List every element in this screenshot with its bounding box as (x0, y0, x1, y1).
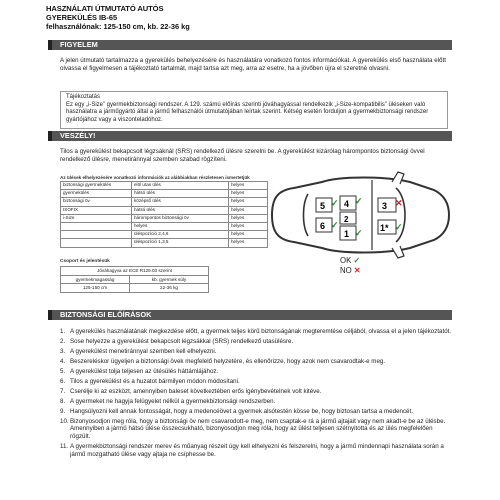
legend-no-label: NO (340, 266, 352, 275)
rule-text: A gyerekülést menetiránnyal szemben kell elhelyezni. (70, 347, 217, 355)
info-note-box (60, 91, 448, 129)
group-value-height: 125-150 cm (61, 284, 130, 293)
classification-row (61, 182, 268, 190)
rule-text: A gyermekbiztonsági rendszer merev és műanyag részeit úgy kell elhelyezni és felszerelni, hogy a jármű mindennapi használata során a jármű mozgatható ülése vagy ajtaja ne csíphesse be. (70, 443, 444, 458)
classification-cell: középső ülés (132, 198, 229, 206)
classification-row (61, 222, 268, 230)
classification-cell (61, 231, 132, 239)
rule-text: Cserélje ki az eszközt, amennyiben baleset következtében erős igénybevételnek volt kitéve. (70, 387, 322, 395)
section-bar-biztonsagi (48, 310, 452, 320)
safety-rule-item (60, 398, 452, 406)
group-header-height: gyermekmagasság (61, 275, 130, 284)
classification-row (61, 239, 268, 247)
document-subtitle: GYEREKÜLÉS IB-65 (46, 13, 118, 22)
seat-4-ok-mark: ✓ (355, 196, 363, 206)
classification-row (61, 231, 268, 239)
classification-cell: biztonsági öv (61, 198, 132, 206)
section-bar-figyelem (48, 40, 452, 50)
seat-label-1: 1 (344, 229, 350, 239)
seat-label-1-star: 1* (380, 223, 389, 233)
classification-cell: gyermekülés (61, 190, 132, 198)
seat-label-5: 5 (320, 201, 326, 211)
classification-cell: hárompontos biztonsági öv (132, 214, 229, 222)
classification-cell: biztonsági gyermekülés (61, 182, 132, 190)
classification-cell: helyes (229, 182, 268, 190)
rule-text: Sose helyezze a gyerekülést bekapcsolt légzsákkal (SRS) rendelkező utasülésre. (70, 337, 294, 345)
info-note-text: Ez egy „i-Size” gyermekbiztonsági rendszer. A 129. számú előírás szerinti jóváhagyással rendelkezik „i-Size-kompatibilis” üléseken való használatra a járműgyártó által a jármű felhasználói útmutatójában leírtak szerint. Kétség esetén forduljon a gyermekbiztonsági rendszer gyártójához vagy a viszonteladóhoz. (66, 101, 429, 123)
safety-rule-item (60, 358, 452, 366)
veszely-paragraph: Tilos a gyerekülést bekapcsolt légzsáknál (SRS) rendelkező ülésre szerelni be. A gyerekülést kizárólag hárompontos biztonsági övvel rendelkező ülésre, menetiránnyal szemben szabad rögzíteni. (60, 148, 425, 163)
safety-rule-item (60, 348, 452, 356)
rule-number: 10. (60, 417, 69, 425)
seat-6-ok-mark: ✓ (331, 220, 339, 230)
safety-rule-item (60, 368, 452, 376)
classification-cell: üléspozíció 2,4,6 (132, 231, 229, 239)
rule-text: Beszereléskor ügyeljen a biztonsági övek megfelelő helyzetére, és ellenőrizze, hogy azok nem csavarodtak-e meg. (70, 357, 386, 365)
seat-label-3: 3 (382, 201, 388, 211)
group-approval: Jóváhagyva az ECE R129.03 szerint (61, 267, 209, 276)
rule-text: Hangsúlyozni kell annak fontosságát, hogy a medencéövet a gyermek alsótestén kösse be, hogy biztosan tartsa a medencét. (70, 407, 413, 415)
safety-rule-item (60, 378, 452, 386)
classification-row (61, 206, 268, 214)
classification-cell: helyes (229, 198, 268, 206)
section-title-figyelem: FIGYELEM (60, 40, 98, 49)
rule-number: 1. (60, 328, 66, 335)
info-note-title: Tájékoztatás (66, 94, 101, 100)
cross-icon: ✕ (353, 266, 361, 275)
legend-ok (340, 256, 360, 266)
rule-number: 11. (60, 443, 69, 451)
classification-cell: helyes (229, 214, 268, 222)
classification-cell: ISOFIX (61, 206, 132, 214)
legend-ok-label: OK (340, 256, 352, 265)
seat-label-6: 6 (320, 221, 326, 231)
classification-title: Az ülések elhelyezésére vonatkozó információk az alábbiakban részletesen ismertetjük (60, 175, 250, 180)
group-header-weight: kb. gyermek súly (130, 275, 209, 284)
seat-3-no-mark: ✕ (395, 198, 403, 208)
classification-cell: helyes (229, 206, 268, 214)
classification-cell: helyes (229, 190, 268, 198)
section-bar-veszely (48, 131, 452, 141)
classification-cell (61, 239, 132, 247)
rule-number: 6. (60, 377, 66, 385)
safety-rule-item (60, 443, 452, 458)
classification-cell: üléspozíció 1,3,5 (132, 239, 229, 247)
classification-cell: helyes (229, 239, 268, 247)
group-title: Csoport és jelentésük (60, 259, 110, 264)
car-outline (272, 178, 449, 253)
rule-number: 9. (60, 407, 66, 415)
figyelem-paragraph: A jelen útmutató tartalmazza a gyerekülés behelyezésére és használatára vonatkozó fontos információkat. A gyerekülés első használata előtt olvassa el figyelmesen a tájékoztató tartalmát, majd tartsa azt meg, arra az esetre, ha a jövőben újra el szeretné olvasni. (60, 57, 446, 72)
classification-row (61, 214, 268, 222)
classification-cell: elöl utas ülés (132, 182, 229, 190)
group-value-weight: 22-36 kg (130, 284, 209, 293)
rule-number: 4. (60, 357, 66, 365)
rule-number: 5. (60, 367, 66, 375)
group-table (60, 266, 209, 293)
seat-legend (340, 256, 360, 276)
rule-text: A gyerekülést tolja teljesen az ütésülés háttámlájához. (70, 367, 219, 375)
safety-rule-item (60, 338, 452, 346)
rule-text: Tilos a gyerekülést és a huzatot bármilyen módon módosítani. (70, 377, 240, 385)
rule-number: 7. (60, 387, 66, 395)
rule-number: 2. (60, 337, 66, 345)
document-header (46, 4, 190, 31)
classification-row (61, 190, 268, 198)
safety-rules-list (60, 328, 452, 461)
rule-text: A gyerekülés használatának megkezdése előtt, a gyermek teljes körű biztonságának megteremtése céljából, olvassa el a jelen tájékoztatót. (70, 328, 452, 335)
rule-text: Bizonyosodjon meg róla, hogy a biztonsági öv nem csavarodott-e meg, nem csaptak-e rá a jármű ajtajait vagy nem akadt-e be az ülésbe. Amennyiben a jármű hátsó ülése összecsukható, bizonyosodjon meg róla, hogy az ülést teljesen szétnyitotta és az ülés megfelelően rögzült. (70, 417, 446, 441)
car-seat-diagram (268, 168, 452, 262)
document-usage: felhasználónak: 125-150 cm, kb. 22-36 kg (46, 22, 190, 31)
safety-rule-item (60, 408, 452, 416)
rule-text: A gyermeket ne hagyja felügyelet nélkül a gyermekbiztonsági rendszerben. (70, 397, 276, 405)
safety-rule-item (60, 328, 452, 336)
classification-cell (61, 222, 132, 230)
classification-cell: helyes (132, 222, 229, 230)
classification-cell: helyes (229, 231, 268, 239)
section-title-biztonsagi: BIZTONSÁGI ELŐÍRÁSOK (60, 310, 152, 319)
legend-no (340, 266, 360, 276)
classification-row (61, 198, 268, 206)
seat-label-4: 4 (344, 199, 350, 209)
safety-rule-item (60, 418, 452, 441)
section-title-veszely: VESZÉLY! (60, 131, 96, 140)
safety-rule-item (60, 388, 452, 396)
seat-5-ok-mark: ✓ (331, 198, 339, 208)
seat-1-ok-mark: ✓ (355, 228, 363, 238)
check-icon: ✓ (353, 256, 360, 265)
classification-cell: hátsó ülés (132, 206, 229, 214)
rule-number: 8. (60, 397, 66, 405)
classification-cell: i-Size (61, 214, 132, 222)
classification-cell: hátsó ülés (132, 190, 229, 198)
seat-label-2: 2 (344, 215, 349, 224)
classification-cell: helyes (229, 222, 268, 230)
seat-1-star-ok-mark: ✓ (395, 222, 403, 232)
rule-number: 3. (60, 347, 66, 355)
document-title: HASZNÁLATI ÚTMUTATÓ AUTÓS (46, 4, 164, 13)
classification-table (60, 181, 268, 248)
